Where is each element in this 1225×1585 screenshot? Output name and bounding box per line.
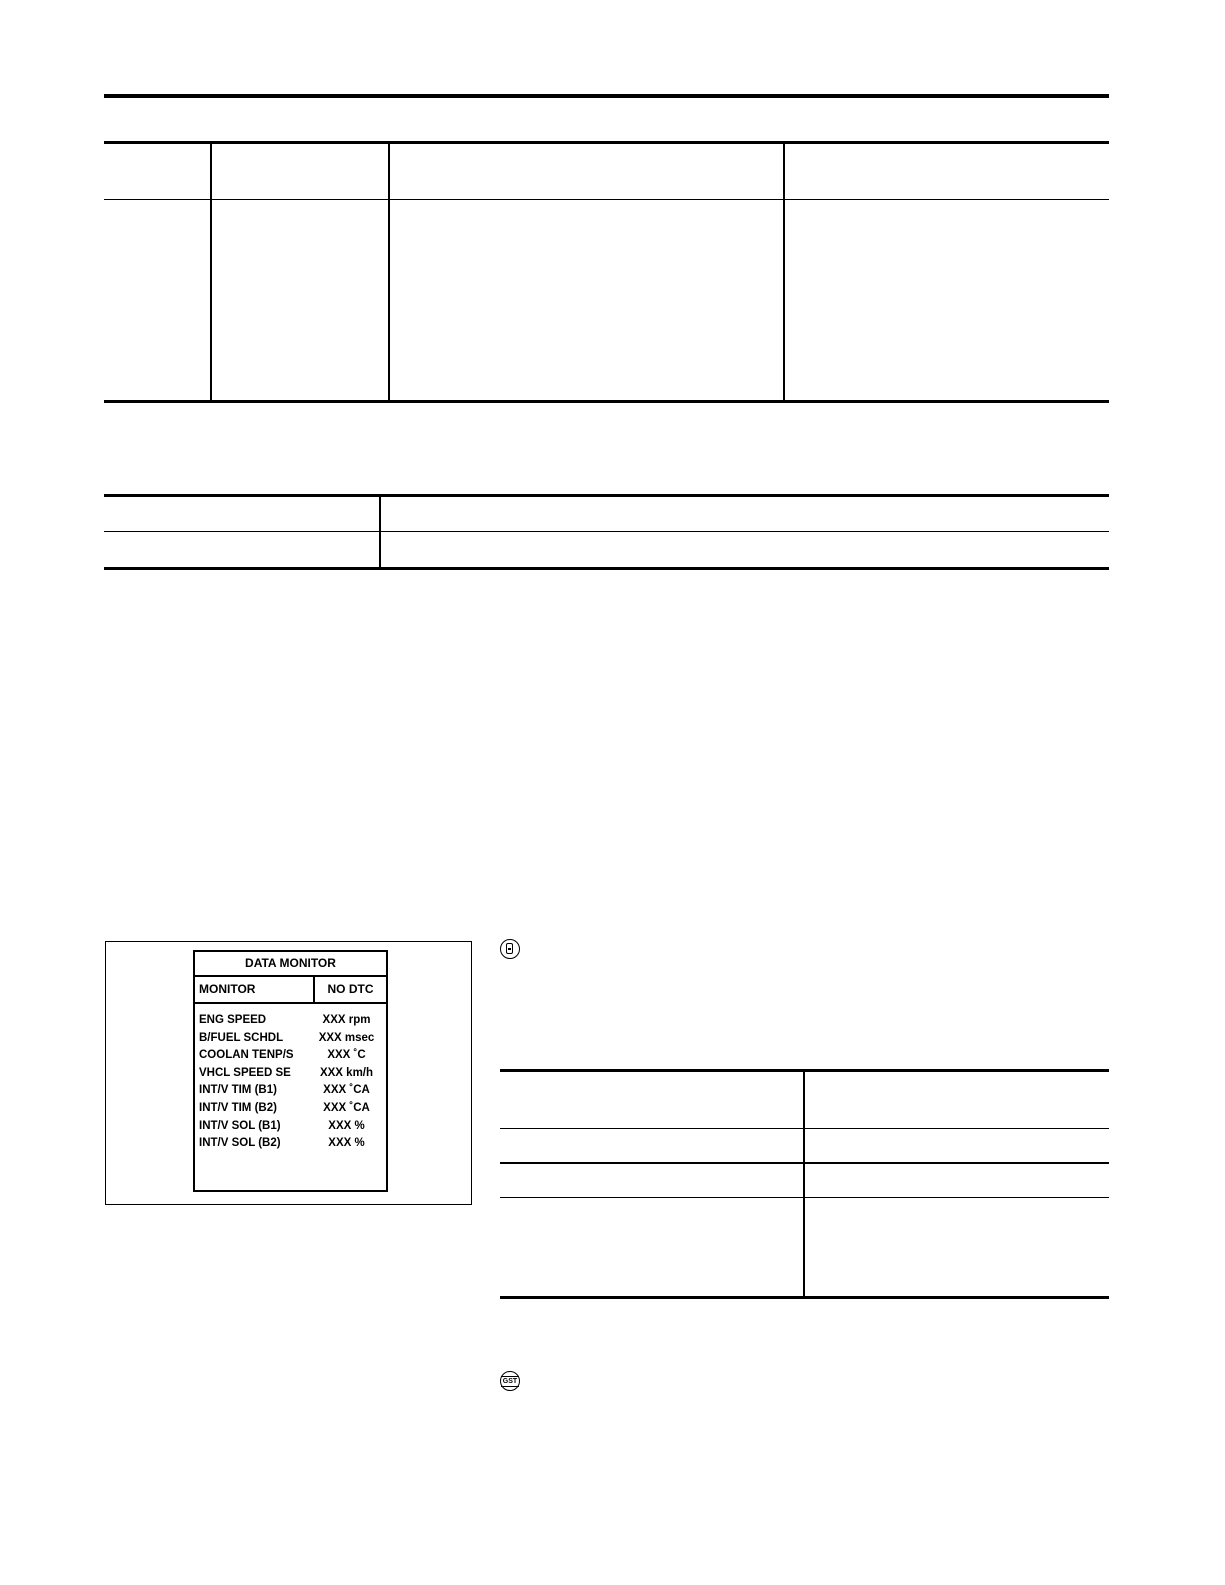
table-top-rule	[104, 494, 1109, 497]
monitor-item-name: INT/V SOL (B1)	[199, 1119, 281, 1132]
no-dtc-label: NO DTC	[327, 982, 374, 996]
monitor-row	[195, 1012, 386, 1030]
monitor-label: MONITOR	[195, 977, 315, 1002]
monitor-item-value: XXX km/h	[319, 1066, 374, 1079]
screen-title: DATA MONITOR	[195, 952, 386, 977]
table-bottom-rule	[104, 400, 1109, 403]
monitor-row	[195, 1135, 386, 1153]
monitor-item-value: XXX msec	[318, 1031, 375, 1044]
gst-icon	[500, 1371, 520, 1391]
monitor-item-name: COOLAN TENP/S	[199, 1049, 294, 1062]
monitor-item-name: ENG SPEED	[199, 1014, 267, 1026]
monitor-item-name: INT/V TIM (B2)	[199, 1101, 277, 1114]
monitor-item-value: XXX ˚CA	[323, 1084, 370, 1097]
monitor-item-name: INT/V TIM (B1)	[199, 1084, 277, 1097]
monitor-item-value: XXX rpm	[322, 1014, 371, 1026]
screen-header	[195, 977, 386, 1004]
monitor-list	[195, 1004, 386, 1153]
table-column-divider	[783, 144, 785, 400]
table-bottom-rule	[104, 567, 1109, 570]
consult-screen	[193, 950, 388, 1192]
monitor-row	[195, 1030, 386, 1048]
monitor-item-name: VHCL SPEED SE	[199, 1066, 291, 1079]
data-monitor-figure	[105, 941, 472, 1205]
monitor-item-value: XXX ˚CA	[323, 1101, 370, 1114]
table-column-divider	[210, 144, 212, 400]
gst-icon-label: GST	[502, 1378, 518, 1385]
monitor-row	[195, 1118, 386, 1136]
table-bottom-rule	[500, 1296, 1109, 1299]
monitor-item-name: B/FUEL SCHDL	[199, 1031, 284, 1044]
consult-icon	[500, 939, 520, 959]
monitor-row	[195, 1065, 386, 1083]
table-row-rule	[104, 531, 1109, 532]
monitor-item-value: XXX %	[328, 1137, 365, 1150]
monitor-row	[195, 1047, 386, 1065]
monitor-row	[195, 1100, 386, 1118]
monitor-item-value: XXX ˚C	[327, 1049, 366, 1062]
consult-device-shape	[506, 943, 513, 954]
monitor-item-name: INT/V SOL (B2)	[199, 1137, 281, 1150]
monitor-row	[195, 1082, 386, 1100]
table-column-divider	[388, 144, 390, 400]
table-column-divider	[379, 497, 381, 567]
monitor-item-value: XXX %	[328, 1119, 365, 1132]
table-top-rule	[104, 141, 1109, 144]
table-header-rule	[104, 199, 1109, 200]
table-column-divider	[803, 1072, 805, 1296]
page-header-rule	[104, 94, 1109, 98]
